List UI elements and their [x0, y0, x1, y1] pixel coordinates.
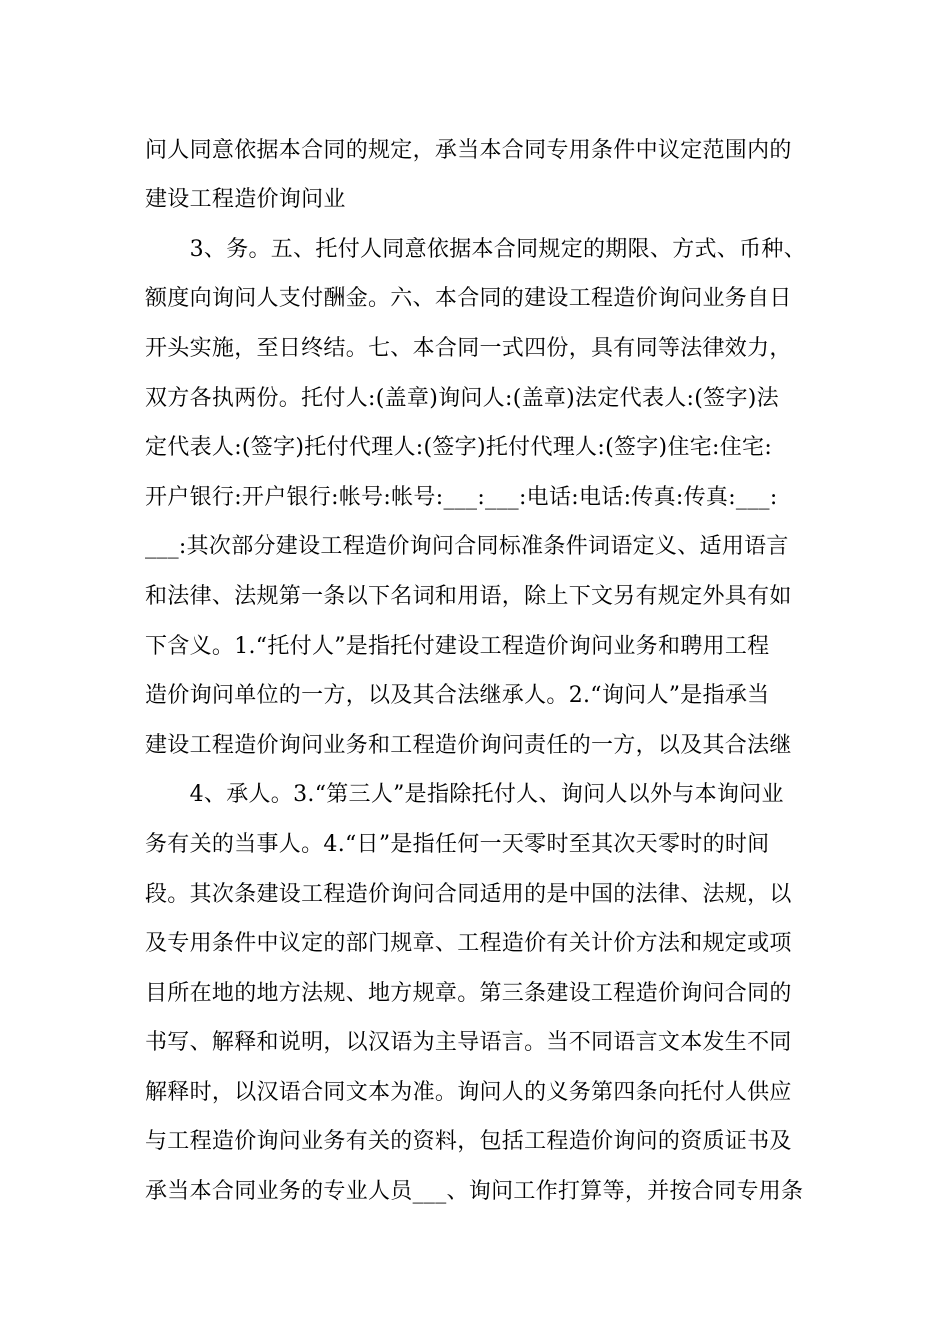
text-line: 承当本合同业务的专业人员___、询问工作打算等，并按合同专用条 [145, 1179, 804, 1204]
text-line: 双方各执两份。托付人:(盖章)询问人:(盖章)法定代表人:(签字)法 [145, 386, 779, 411]
text-line: 定代表人:(签字)托付代理人:(签字)托付代理人:(签字)住宅:住宅: [145, 435, 773, 460]
text-line: 及专用条件中议定的部门规章、工程造价有关计价方法和规定或项 [145, 931, 792, 956]
text-line: 与工程造价询问业务有关的资料，包括工程造价询问的资质证书及 [145, 1129, 792, 1154]
text-line: 额度向询问人支付酬金。六、本合同的建设工程造价询问业务自日 [145, 286, 792, 311]
text-line: 和法律、法规第一条以下名词和用语，除上下文另有规定外具有如 [145, 584, 792, 609]
text-line: 解释时，以汉语合同文本为准。询问人的义务第四条向托付人供应 [145, 1080, 792, 1105]
text-line: 开户银行:开户银行:帐号:帐号:___:___:电话:电话:传真:传真:___: [145, 485, 778, 510]
text-line: 建设工程造价询问业务和工程造价询问责任的一方，以及其合法继 [145, 733, 792, 758]
text-line: 造价询问单位的一方，以及其合法继承人。2.“询问人”是指承当 [145, 683, 770, 708]
text-line: ___:其次部分建设工程造价询问合同标准条件词语定义、适用语言 [145, 534, 789, 559]
text-line: 建设工程造价询问业 [145, 187, 346, 212]
text-line: 务有关的当事人。4.“日”是指任何一天零时至其次天零时的时间 [145, 832, 770, 857]
text-line: 段。其次条建设工程造价询问合同适用的是中国的法律、法规，以 [145, 882, 792, 907]
text-line: 书写、解释和说明，以汉语为主导语言。当不同语言文本发生不同 [145, 1030, 792, 1055]
text-line: 4、承人。3.“第三人”是指除托付人、询问人以外与本询问业 [145, 782, 784, 807]
text-line: 开头实施，至日终结。七、本合同一式四份，具有同等法律效力， [145, 336, 792, 361]
text-line: 3、务。五、托付人同意依据本合同规定的期限、方式、币种、 [145, 237, 806, 262]
text-line: 问人同意依据本合同的规定，承当本合同专用条件中议定范围内的 [145, 138, 792, 163]
text-line: 目所在地的地方法规、地方规章。第三条建设工程造价询问合同的 [145, 981, 792, 1006]
text-line: 下含义。1.“托付人”是指托付建设工程造价询问业务和聘用工程 [145, 634, 770, 659]
